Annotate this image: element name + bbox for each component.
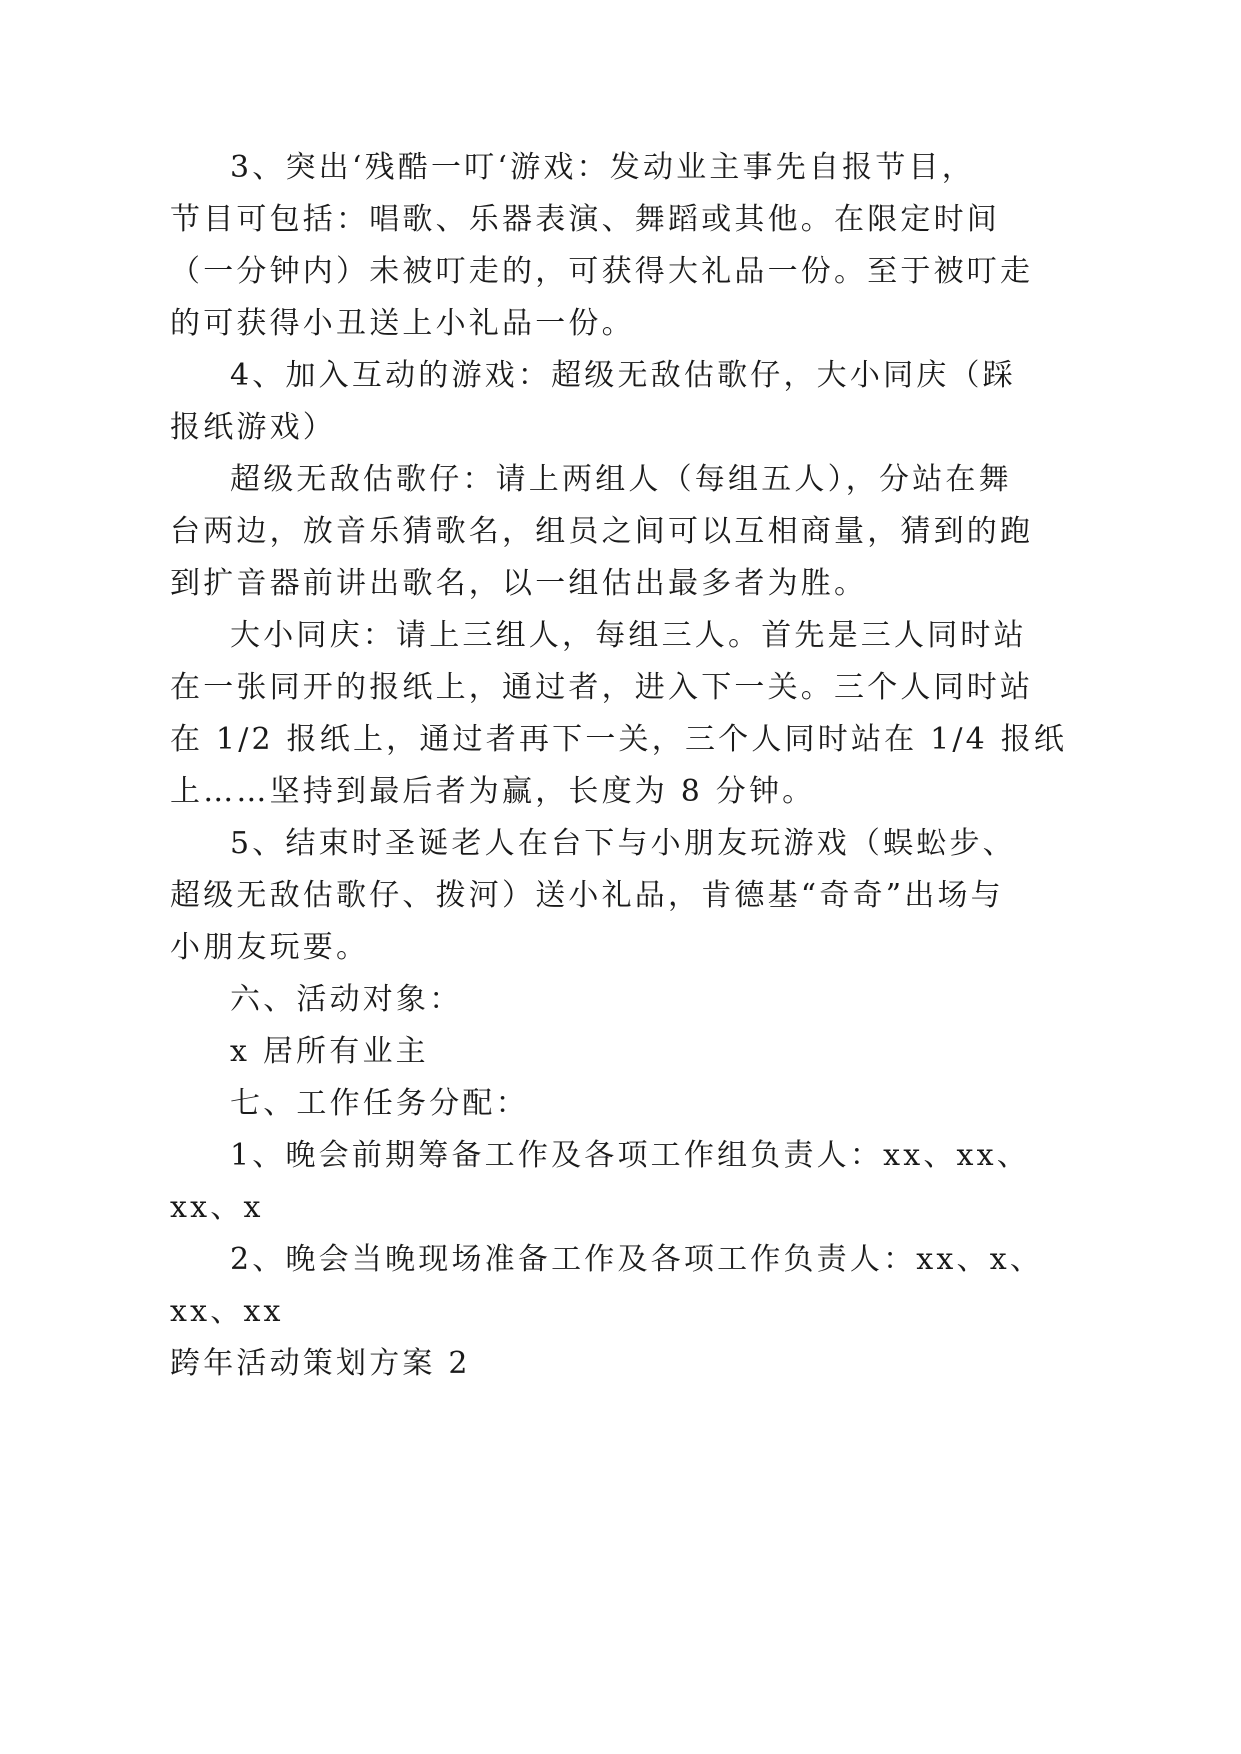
text-line: 超级无敌估歌仔、拨河）送小礼品，肯德基“奇奇”出场与 bbox=[170, 878, 1004, 913]
text-line: xx、xx bbox=[170, 1294, 284, 1329]
text-line: 在一张同开的报纸上，通过者，进入下一关。三个人同时站 bbox=[170, 670, 1034, 705]
text-line: 在 1/2 报纸上，通过者再下一关，三个人同时站在 1/4 报纸 bbox=[170, 722, 1068, 757]
text-line: 2、晚会当晚现场准备工作及各项工作负责人：xx、x、 bbox=[230, 1242, 1044, 1277]
text-line: 3、突出‘残酷一叮‘游戏：发动业主事先自报节目， bbox=[230, 150, 975, 185]
text-line: 大小同庆：请上三组人，每组三人。首先是三人同时站 bbox=[230, 618, 1027, 653]
section-heading: 六、活动对象： bbox=[230, 982, 463, 1017]
document-title: 跨年活动策划方案 2 bbox=[170, 1346, 471, 1381]
text-line: 5、结束时圣诞老人在台下与小朋友玩游戏（蜈蚣步、 bbox=[230, 826, 1016, 861]
text-line: （一分钟内）未被叮走的，可获得大礼品一份。至于被叮走 bbox=[170, 254, 1034, 289]
text-line: 小朋友玩要。 bbox=[170, 930, 370, 965]
text-line: xx、x bbox=[170, 1190, 264, 1225]
text-line: 4、加入互动的游戏：超级无敌估歌仔，大小同庆（踩 bbox=[230, 358, 1016, 393]
text-line: 到扩音器前讲出歌名，以一组估出最多者为胜。 bbox=[170, 566, 868, 601]
text-line: 报纸游戏） bbox=[170, 410, 336, 445]
section-heading: 七、工作任务分配： bbox=[230, 1086, 529, 1121]
text-line: 的可获得小丑送上小礼品一份。 bbox=[170, 306, 635, 341]
text-line: 台两边，放音乐猜歌名，组员之间可以互相商量，猜到的跑 bbox=[170, 514, 1034, 549]
text-line: x 居所有业主 bbox=[230, 1034, 429, 1069]
text-line: 超级无敌估歌仔：请上两组人（每组五人），分站在舞 bbox=[230, 462, 1012, 497]
text-line: 上……坚持到最后者为赢，长度为 8 分钟。 bbox=[170, 774, 816, 809]
text-line: 1、晚会前期筹备工作及各项工作组负责人：xx、xx、 bbox=[230, 1138, 1030, 1173]
text-line: 节目可包括：唱歌、乐器表演、舞蹈或其他。在限定时间 bbox=[170, 202, 1000, 237]
